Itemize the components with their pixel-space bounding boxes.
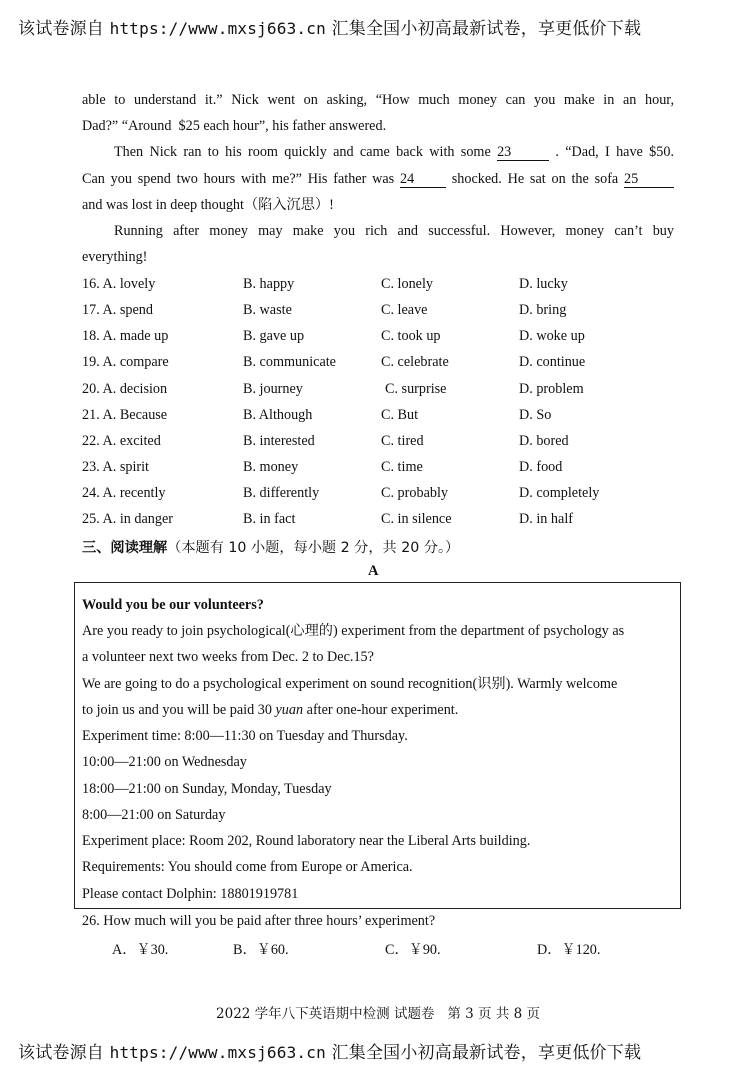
passage-line: able to understand it.” Nick went on asking, “How much money can you make in an hour, (82, 92, 674, 108)
notice-line: 10:00—21:00 on Wednesday (82, 754, 247, 770)
option-a: 19. A. compare (82, 354, 169, 370)
option-d: D. So (519, 407, 552, 423)
option-a: 17. A. spend (82, 302, 153, 318)
option-b: B. interested (243, 433, 315, 449)
option-c: C. in silence (381, 511, 452, 527)
section-heading (82, 537, 459, 557)
notice-line (82, 701, 458, 719)
option-a: 21. A. Because (82, 407, 168, 423)
question-26: 26. How much will you be paid after three hours’ experiment? (82, 913, 436, 929)
notice-text: after one-hour experiment. (306, 702, 459, 718)
q26-option-b: B．￥60. (233, 942, 289, 958)
option-c: C. lonely (381, 276, 434, 292)
passage-text: shocked. He sat on the sofa (451, 171, 619, 187)
notice-line: Requirements: You should come from Europe or America. (82, 859, 413, 875)
blank-24: 24 (400, 172, 446, 188)
option-d: D. lucky (519, 276, 568, 292)
passage-line: Running after money may make you rich and successful. However, money can’t buy (114, 223, 674, 239)
passage-line: Dad?” “Around $25 each hour”, his father answered. (82, 118, 387, 134)
notice-text: to join us and you will be paid 30 (82, 702, 272, 718)
exam-title: 2022 学年八下英语期中检测 试题卷 (216, 1006, 435, 1022)
option-c: C. probably (381, 485, 448, 501)
notice-heading: Would you be our volunteers? (82, 597, 264, 613)
option-a: 20. A. decision (82, 381, 168, 397)
option-b: B. Although (243, 407, 313, 423)
q26-option-d: D．￥120. (537, 942, 601, 958)
notice-line: Please contact Dolphin: 18801919781 (82, 886, 299, 902)
option-b: B. journey (243, 381, 303, 397)
option-b: B. gave up (243, 328, 305, 344)
source-header (18, 14, 641, 39)
q26-option-c: C．￥90. (385, 942, 441, 958)
notice-line: Experiment time: 8:00—11:30 on Tuesday and Thursday. (82, 728, 408, 744)
footer-prefix: 该试卷源自 (18, 1043, 104, 1063)
notice-line: Are you ready to join psychological(心理的) experiment from the department of psychology as (82, 623, 625, 639)
passage-text: Then Nick ran to his room quickly and came back with some (114, 144, 491, 160)
option-c: C. took up (381, 328, 441, 344)
option-b: B. differently (243, 485, 320, 501)
section-note: （本题有 10 小题，每小题 2 分，共 20 分。） (167, 540, 460, 556)
option-c: C. tired (381, 433, 424, 449)
passage-line: everything! (82, 249, 148, 265)
option-d: D. bring (519, 302, 567, 318)
source-footer (18, 1038, 641, 1063)
header-suffix: 汇集全国小初高最新试卷，享更低价下载 (331, 19, 642, 39)
option-d: D. food (519, 459, 563, 475)
notice-line: We are going to do a psychological experiment on sound recognition(识别). Warmly welcome (82, 676, 618, 692)
header-url-link[interactable]: https://www.mxsj663.cn (109, 19, 326, 38)
q26-option-a: A．￥30. (112, 942, 169, 958)
option-d: D. woke up (519, 328, 585, 344)
blank-23: 23 (497, 145, 549, 161)
option-a: 24. A. recently (82, 485, 166, 501)
option-a: 22. A. excited (82, 433, 161, 449)
notice-line: 18:00—21:00 on Sunday, Monday, Tuesday (82, 781, 332, 797)
option-a: 23. A. spirit (82, 459, 150, 475)
notice-line: Experiment place: Room 202, Round laboratory near the Liberal Arts building. (82, 833, 531, 849)
option-b: B. waste (243, 302, 292, 318)
passage-line (114, 143, 674, 161)
option-c: C. But (381, 407, 419, 423)
notice-line: 8:00—21:00 on Saturday (82, 807, 226, 823)
option-d: D. in half (519, 511, 573, 527)
notice-line: a volunteer next two weeks from Dec. 2 to Dec.15? (82, 649, 374, 665)
option-c: C. leave (381, 302, 428, 318)
page-number: 第 3 页 共 8 页 (447, 1006, 540, 1022)
option-d: D. completely (519, 485, 600, 501)
blank-25: 25 (624, 172, 674, 188)
option-d: D. bored (519, 433, 569, 449)
option-a: 18. A. made up (82, 328, 169, 344)
option-b: B. money (243, 459, 299, 475)
option-a: 16. A. lovely (82, 276, 156, 292)
page-footer (0, 1002, 756, 1022)
option-b: B. happy (243, 276, 295, 292)
option-c: C. celebrate (381, 354, 449, 370)
passage-text: . “Dad, I have $50. (555, 144, 674, 160)
section-title: 三、阅读理解 (82, 540, 168, 556)
option-c: C. time (381, 459, 423, 475)
option-a: 25. A. in danger (82, 511, 174, 527)
passage-line (82, 170, 674, 188)
option-b: B. communicate (243, 354, 336, 370)
notice-yuan: yuan (275, 702, 304, 718)
header-prefix: 该试卷源自 (18, 19, 104, 39)
passage-text: Can you spend two hours with me?” His father was (82, 171, 395, 187)
option-d: D. continue (519, 354, 586, 370)
option-c: C. surprise (385, 381, 447, 397)
footer-suffix: 汇集全国小初高最新试卷，享更低价下载 (331, 1043, 642, 1063)
passage-line: and was lost in deep thought（陷入沉思）! (82, 197, 334, 213)
option-b: B. in fact (243, 511, 296, 527)
footer-url-link[interactable]: https://www.mxsj663.cn (109, 1043, 326, 1062)
part-label: A (368, 563, 379, 579)
option-d: D. problem (519, 381, 584, 397)
